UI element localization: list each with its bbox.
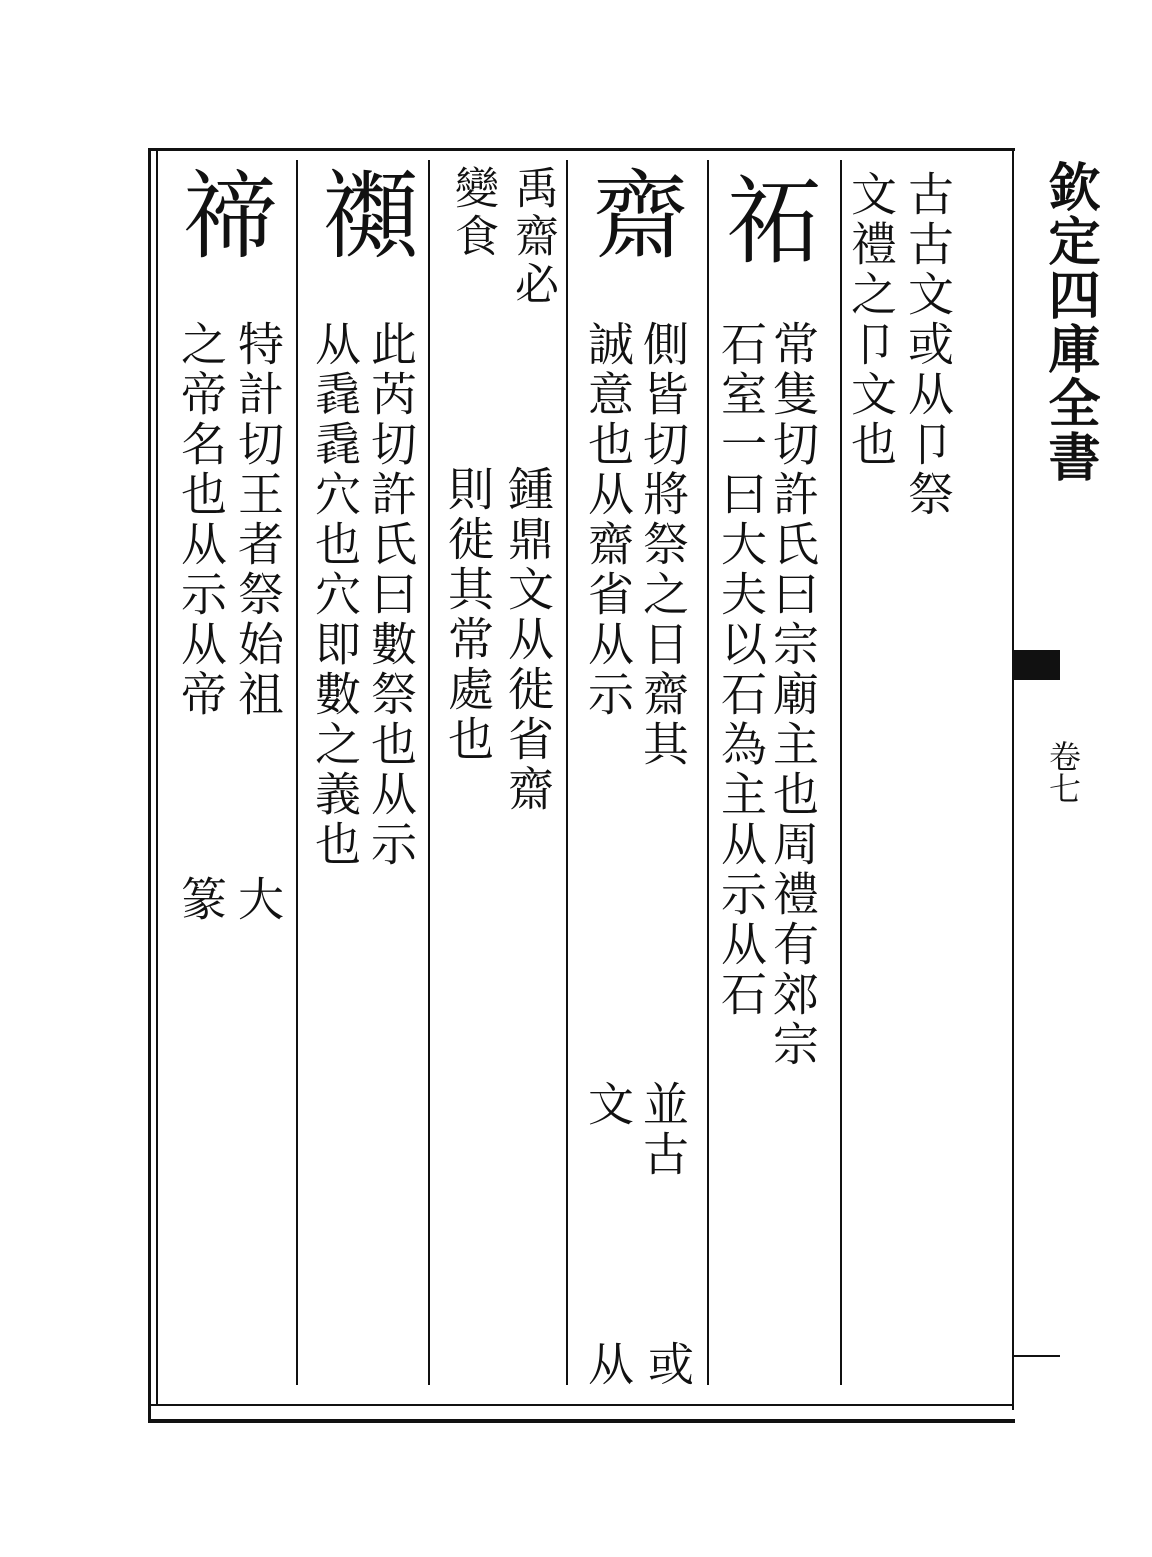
text-column-5c: 或 bbox=[641, 1340, 695, 1390]
frame-inner-bottom-rule bbox=[148, 1404, 1012, 1406]
column-rule bbox=[840, 160, 842, 1385]
text-column-7b: 鍾鼎文从徙省齋 bbox=[501, 465, 555, 815]
text-column-11b: 大 bbox=[231, 875, 285, 925]
text-column-6b: 文 bbox=[581, 1080, 635, 1130]
text-column-10: 从毳毳穴也穴即數之義也 bbox=[308, 320, 362, 870]
text-column-3: 常隻切許氏曰宗廟主也周禮有郊宗 bbox=[766, 320, 820, 1070]
column-rule bbox=[707, 160, 709, 1385]
column-rule bbox=[566, 160, 568, 1385]
text-column-9: 此芮切許氏曰數祭也从示 bbox=[364, 320, 418, 870]
fishtail-line bbox=[1012, 1355, 1060, 1357]
text-column-1: 古古文或从卩祭 bbox=[901, 170, 955, 520]
seal-character-shi: 祏 bbox=[710, 170, 822, 274]
text-column-5: 側皆切將祭之日齋其 bbox=[636, 320, 690, 770]
page-banner bbox=[1012, 150, 1152, 1410]
text-column-6: 誠意也从齋省从示 bbox=[581, 320, 635, 720]
text-column-7: 禹齋必 bbox=[507, 165, 558, 309]
text-column-2: 文禮之卩文也 bbox=[844, 170, 898, 470]
seal-character-di: 禘 bbox=[167, 165, 279, 269]
text-column-4: 石室一曰大夫以石為主从示从石 bbox=[714, 320, 768, 1020]
seal-character-zhai: 齋 bbox=[577, 165, 689, 269]
seal-character-lei: 禷 bbox=[307, 165, 419, 269]
text-column-6c: 从 bbox=[581, 1340, 635, 1390]
text-column-12: 之帝名也从示从帝 bbox=[174, 320, 228, 720]
column-rule bbox=[296, 160, 298, 1385]
text-column-8: 變食 bbox=[447, 165, 498, 261]
text-column-11: 特計切王者祭始祖 bbox=[231, 320, 285, 720]
text-column-8b: 則徙其常處也 bbox=[441, 465, 495, 765]
text-column-12b: 篆 bbox=[174, 875, 228, 925]
text-column-5b: 並古 bbox=[636, 1080, 690, 1180]
banner-rule bbox=[1012, 150, 1014, 1410]
frame-inner-left-rule bbox=[156, 150, 158, 1406]
book-title: 欽定四庫全書 bbox=[1039, 160, 1100, 484]
volume-label: 卷七 bbox=[1044, 740, 1082, 804]
fishtail-mark bbox=[1012, 650, 1060, 680]
column-rule bbox=[428, 160, 430, 1385]
